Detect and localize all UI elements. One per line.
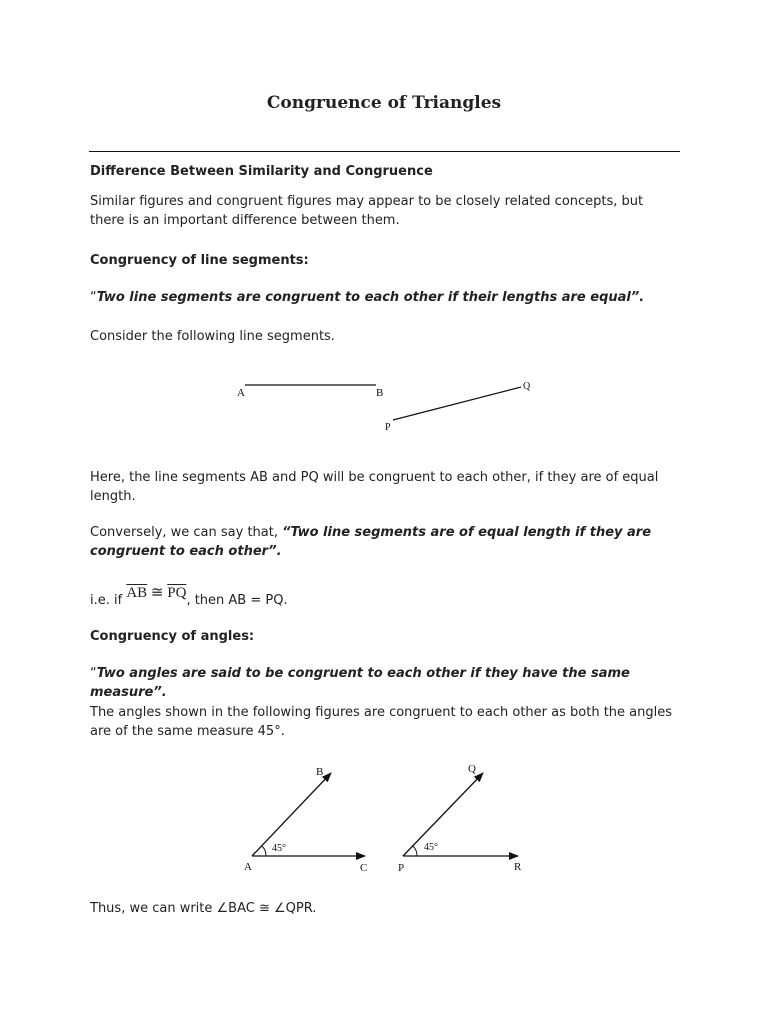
ie-prefix: i.e. if (90, 593, 127, 608)
label-q: Q (523, 381, 531, 392)
congruence-formula (126, 585, 186, 601)
angles-quote: Two angles are said to be congruent to each other if they have the same measure”. (90, 666, 630, 700)
line-segments-quote: Two line segments are congruent to each other if their lengths are equal”. (96, 290, 645, 305)
overline-pq: $\overline{PQ}$ (167, 585, 187, 601)
angles-heading: Congruency of angles: (90, 629, 255, 644)
segments-explanation: Here, the line segments AB and PQ will be congruent to each other, if they are of equal length. (90, 470, 659, 504)
angle-label-qpr: 45° (424, 842, 438, 853)
consider-text: Consider the following line segments. (90, 329, 335, 344)
label-a: A (237, 387, 245, 399)
label-r: R (514, 861, 522, 873)
angles-figure (235, 757, 535, 879)
overline-ab: $\overline{AB}$ (126, 585, 148, 601)
label-p: P (385, 422, 391, 433)
intro-paragraph: Similar figures and congruent figures may appear to be closely related concepts, but there is an important difference between them. (90, 194, 644, 228)
line-segments-definition (90, 288, 680, 307)
section-heading: Difference Between Similarity and Congruence (90, 164, 433, 179)
angle-arc-qpr (413, 846, 417, 856)
ray-pq (403, 773, 483, 856)
quote-mark: “ (90, 290, 97, 305)
label-b: B (376, 387, 384, 399)
label-c: C (360, 862, 368, 874)
conclusion-text: Thus, we can write ∠BAC ≅ ∠QPR. (90, 901, 317, 916)
ray-ab (252, 773, 331, 856)
segment-pq (393, 387, 521, 420)
congruent-symbol: ≅ (150, 585, 164, 601)
page-title: Congruence of Triangles (266, 93, 502, 113)
angles-definition (90, 664, 680, 702)
label-b: B (316, 766, 324, 778)
ie-statement (90, 585, 680, 610)
angle-arc-bac (262, 846, 266, 856)
angles-explanation: The angles shown in the following figures are congruent to each other as both the angles are of the same measure 45°. (90, 705, 673, 739)
label-q: Q (468, 763, 476, 775)
converse-prefix: Conversely, we can say that, (90, 525, 283, 540)
line-segments-figure (230, 372, 540, 434)
ie-suffix: , then AB = PQ. (186, 593, 288, 608)
converse-paragraph (90, 523, 680, 561)
angle-label-bac: 45° (272, 843, 286, 854)
line-segments-heading: Congruency of line segments: (90, 253, 309, 268)
title-divider (89, 151, 680, 152)
converse-quote: “Two line segments are of equal length if they are congruent to each other”. (90, 525, 652, 559)
label-p: P (398, 862, 405, 874)
label-a: A (244, 861, 252, 873)
quote-mark: “ (90, 666, 97, 681)
